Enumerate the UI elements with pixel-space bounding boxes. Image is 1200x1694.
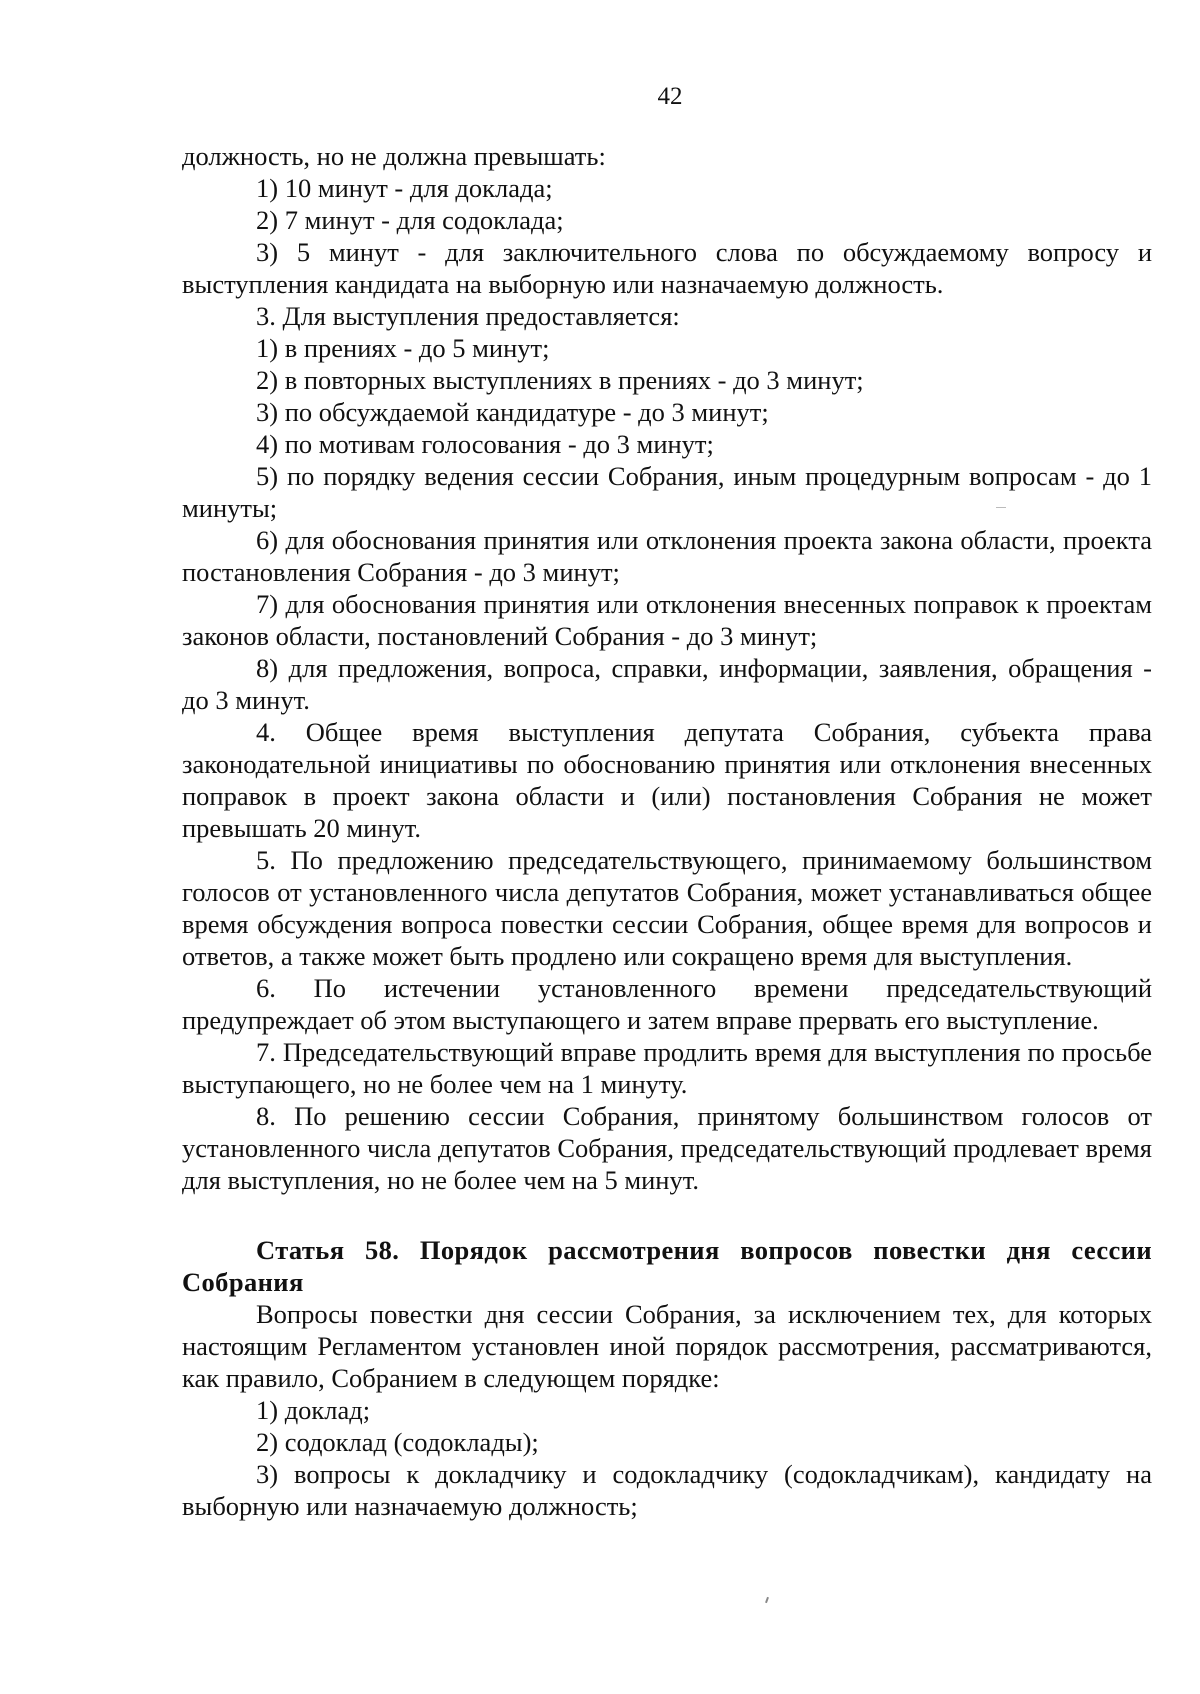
scan-speck bbox=[996, 507, 1006, 508]
paragraph: 1) в прениях - до 5 минут; bbox=[256, 333, 550, 363]
paragraph: 1) 10 минут - для доклада; bbox=[256, 173, 553, 203]
paragraph: 3) вопросы к докладчику и содокладчику (содокладчикам), кандидату на выборную или назначаемую должность; bbox=[182, 1459, 1152, 1521]
paragraph: Вопросы повестки дня сессии Собрания, за исключением тех, для которых настоящим Регламентом установлен иной порядок рассмотрения, рассматриваются, как правило, Собранием в следующем порядке: bbox=[182, 1299, 1152, 1393]
paragraph: 3. Для выступления предоставляется: bbox=[256, 301, 680, 331]
paragraph: 2) содоклад (содоклады); bbox=[256, 1427, 539, 1457]
paragraph: 3) 5 минут - для заключительного слова по обсуждаемому вопросу и выступления кандидата на выборную или назначаемую должность. bbox=[182, 237, 1152, 299]
scan-speck bbox=[765, 1597, 769, 1603]
paragraph: 4) по мотивам голосования - до 3 минут; bbox=[256, 429, 714, 459]
paragraph: 5) по порядку ведения сессии Собрания, иным процедурным вопросам - до 1 минуты; bbox=[182, 461, 1152, 523]
paragraph: 4. Общее время выступления депутата Собрания, субъекта права законодательной инициативы по обоснованию принятия или отклонения внесенных поправок в проект закона области и (или) постановления Собрания не может превышать 20 минут. bbox=[182, 717, 1152, 843]
section-title: Статья 58. Порядок рассмотрения вопросов повестки дня сессии Собрания bbox=[182, 1235, 1152, 1297]
paragraph: 7) для обоснования принятия или отклонения внесенных поправок к проектам законов области, постановлений Собрания - до 3 минут; bbox=[182, 589, 1152, 651]
paragraph: 7. Председательствующий вправе продлить время для выступления по просьбе выступающего, но не более чем на 1 минуту. bbox=[182, 1037, 1152, 1099]
paragraph: 5. По предложению председательствующего, принимаемому большинством голосов от установленного числа депутатов Собрания, может устанавливаться общее время обсуждения вопроса повестки сессии Собрания, общее время для вопросов и ответов, а также может быть продлено или сокращено время для выступления. bbox=[182, 845, 1152, 971]
document-body bbox=[182, 140, 1152, 1522]
paragraph: 1) доклад; bbox=[256, 1395, 371, 1425]
paragraph: 6. По истечении установленного времени председательствующий предупреждает об этом выступающего и затем вправе прервать его выступление. bbox=[182, 973, 1152, 1035]
paragraph: 8. По решению сессии Собрания, принятому большинством голосов от установленного числа депутатов Собрания, председательствующий продлевает время для выступления, но не более чем на 5 минут. bbox=[182, 1101, 1152, 1195]
paragraph: 6) для обоснования принятия или отклонения проекта закона области, проекта постановления Собрания - до 3 минут; bbox=[182, 525, 1152, 587]
paragraph: 3) по обсуждаемой кандидатуре - до 3 минут; bbox=[256, 397, 769, 427]
paragraph: 8) для предложения, вопроса, справки, информации, заявления, обращения - до 3 минут. bbox=[182, 653, 1152, 715]
paragraph: 2) 7 минут - для содоклада; bbox=[256, 205, 564, 235]
paragraph: 2) в повторных выступлениях в прениях - до 3 минут; bbox=[256, 365, 864, 395]
page-number: 42 bbox=[657, 83, 683, 110]
paragraph: должность, но не должна превышать: bbox=[182, 141, 606, 171]
